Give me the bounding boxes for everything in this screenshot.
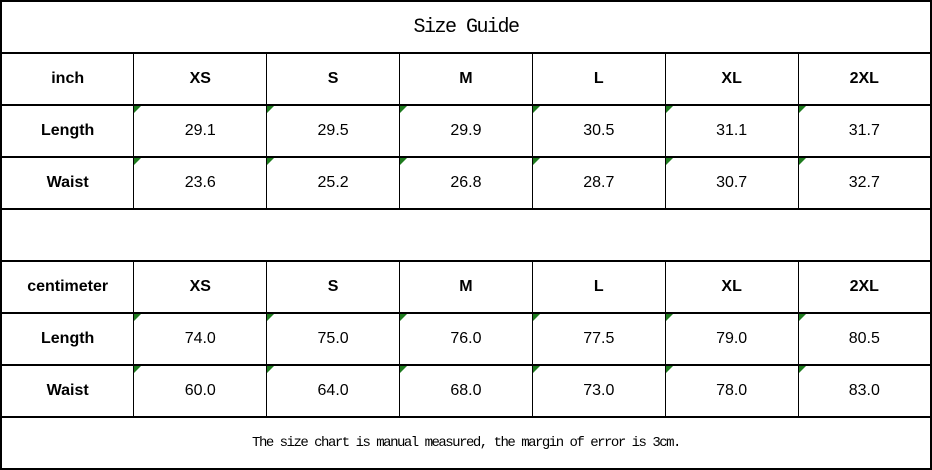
flag-triangle-icon — [533, 314, 540, 321]
centimeter-header-row — [1, 261, 931, 313]
flag-triangle-icon — [267, 106, 274, 113]
size-value-cell — [798, 365, 931, 417]
size-header-xs: XS — [134, 53, 267, 105]
size-value-cell — [665, 157, 798, 209]
size-value: 60.0 — [184, 382, 216, 399]
flag-triangle-icon — [134, 366, 141, 373]
size-value-cell — [665, 105, 798, 157]
size-value: 79.0 — [716, 330, 748, 347]
flag-triangle-icon — [267, 366, 274, 373]
unit-header-cell-inch: inch — [1, 53, 134, 105]
size-value: 23.6 — [184, 174, 216, 191]
size-value-cell — [400, 365, 533, 417]
size-value: 29.9 — [450, 122, 482, 139]
size-value-cell — [665, 313, 798, 365]
size-value: 76.0 — [450, 330, 482, 347]
size-value-cell — [134, 105, 267, 157]
size-header-l: L — [532, 53, 665, 105]
size-header-xs: XS — [134, 261, 267, 313]
size-value-cell — [400, 157, 533, 209]
flag-triangle-icon — [134, 106, 141, 113]
size-header-xl: XL — [665, 53, 798, 105]
spacer-row — [1, 209, 931, 261]
flag-triangle-icon — [799, 314, 806, 321]
size-value-cell — [532, 157, 665, 209]
size-value-cell — [798, 313, 931, 365]
size-value: 30.5 — [583, 122, 615, 139]
flag-triangle-icon — [799, 158, 806, 165]
size-value-cell — [400, 105, 533, 157]
flag-triangle-icon — [267, 158, 274, 165]
flag-triangle-icon — [400, 158, 407, 165]
flag-triangle-icon — [666, 314, 673, 321]
size-header-xl: XL — [665, 261, 798, 313]
title-row — [1, 1, 931, 53]
flag-triangle-icon — [799, 106, 806, 113]
flag-triangle-icon — [267, 314, 274, 321]
size-value: 30.7 — [716, 174, 748, 191]
size-value: 73.0 — [583, 382, 615, 399]
size-value-cell — [665, 365, 798, 417]
size-value: 74.0 — [184, 330, 216, 347]
spacer-cell — [1, 209, 931, 261]
inch-waist-row — [1, 157, 931, 209]
size-value-cell — [267, 157, 400, 209]
centimeter-length-row — [1, 313, 931, 365]
size-value: 29.5 — [317, 122, 349, 139]
size-value: 83.0 — [848, 382, 880, 399]
size-value-cell — [798, 157, 931, 209]
flag-triangle-icon — [134, 158, 141, 165]
size-header-l: L — [532, 261, 665, 313]
size-value-cell — [400, 313, 533, 365]
size-value: 29.1 — [184, 122, 216, 139]
flag-triangle-icon — [533, 106, 540, 113]
size-value-cell — [532, 105, 665, 157]
size-value: 31.1 — [716, 122, 748, 139]
size-value-cell — [798, 105, 931, 157]
measurement-label-cell: Length — [1, 105, 134, 157]
footer-row — [1, 417, 931, 469]
size-value: 64.0 — [317, 382, 349, 399]
size-value-cell — [267, 313, 400, 365]
flag-triangle-icon — [799, 366, 806, 373]
measurement-label-cell: Waist — [1, 365, 134, 417]
inch-length-row — [1, 105, 931, 157]
size-value: 32.7 — [848, 174, 880, 191]
size-value: 77.5 — [583, 330, 615, 347]
flag-triangle-icon — [134, 314, 141, 321]
size-value: 75.0 — [317, 330, 349, 347]
size-value-cell — [134, 157, 267, 209]
size-value-cell — [134, 313, 267, 365]
centimeter-waist-row — [1, 365, 931, 417]
size-header-2xl: 2XL — [798, 53, 931, 105]
flag-triangle-icon — [666, 106, 673, 113]
size-header-s: S — [267, 261, 400, 313]
size-header-s: S — [267, 53, 400, 105]
size-value: 26.8 — [450, 174, 482, 191]
size-value: 78.0 — [716, 382, 748, 399]
measurement-label-cell: Waist — [1, 157, 134, 209]
size-value-cell — [134, 365, 267, 417]
size-value: 68.0 — [450, 382, 482, 399]
size-value-cell — [267, 365, 400, 417]
flag-triangle-icon — [400, 314, 407, 321]
flag-triangle-icon — [400, 106, 407, 113]
measurement-label-cell: Length — [1, 313, 134, 365]
footer-note: The size chart is manual measured, the margin of error is 3cm. — [1, 417, 931, 469]
size-value: 25.2 — [317, 174, 349, 191]
flag-triangle-icon — [666, 366, 673, 373]
flag-triangle-icon — [400, 366, 407, 373]
flag-triangle-icon — [666, 158, 673, 165]
size-value: 80.5 — [848, 330, 880, 347]
size-value: 28.7 — [583, 174, 615, 191]
size-header-2xl: 2XL — [798, 261, 931, 313]
flag-triangle-icon — [533, 366, 540, 373]
size-value-cell — [532, 313, 665, 365]
unit-header-cell-centimeter: centimeter — [1, 261, 134, 313]
size-value-cell — [532, 365, 665, 417]
size-header-m: M — [400, 261, 533, 313]
flag-triangle-icon — [533, 158, 540, 165]
size-header-m: M — [400, 53, 533, 105]
size-value: 31.7 — [848, 122, 880, 139]
inch-header-row — [1, 53, 931, 105]
size-value-cell — [267, 105, 400, 157]
page-title: Size Guide — [1, 1, 931, 53]
